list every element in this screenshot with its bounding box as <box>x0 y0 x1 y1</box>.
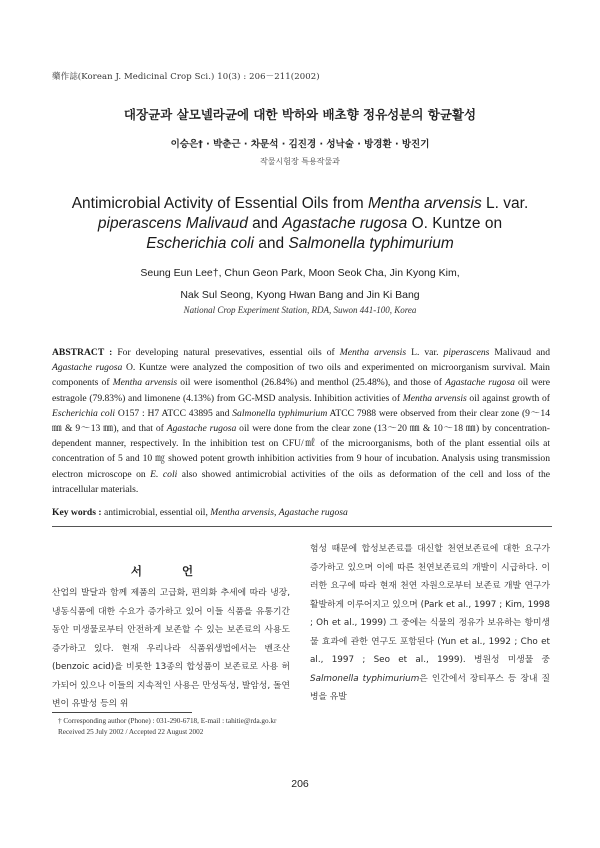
abstract-species: Escherichia coli <box>52 407 116 419</box>
title-species: Mentha arvensis <box>368 195 482 212</box>
abstract-text: oil against growth of <box>466 392 550 404</box>
abstract-text: oil were isomenthol (26.84%) and menthol (25.48%), and those of <box>177 377 446 389</box>
keywords-label: Key words : <box>52 507 102 518</box>
title-part: L. var. <box>481 195 529 212</box>
abstract-species: Salmonella typhimurium <box>232 407 328 419</box>
abstract-text: ATCC 7988 were observed from their clear zone (9～14 ㎜ & 9～13 ㎜), and that of <box>52 407 550 435</box>
english-affiliation: National Crop Experiment Station, RDA, Suwon 441-100, Korea <box>183 305 417 315</box>
keywords <box>52 507 550 518</box>
title-species: Agastache rugosa <box>282 215 408 232</box>
title-species: piperascens Malivaud <box>97 215 248 232</box>
corresponding-author: † Corresponding author (Phone) : 031-290-6718, E-mail : tahitie@rda.go.kr <box>58 717 277 725</box>
keyword-species: Agastache rugosa <box>278 507 348 518</box>
keyword-species: Mentha arvensis, <box>210 507 277 518</box>
title-species: Salmonella typhimurium <box>288 235 454 252</box>
abstract-text: O. Kuntze were analyzed the composition of two oils and experimented on microorganism survival. Main components of <box>52 362 550 389</box>
authors-line: Nak Sul Seong, Kyong Hwan Bang and Jin Ki Bang <box>180 289 420 301</box>
abstract-species: Mentha arvensis <box>402 392 467 404</box>
abstract-species: Mentha arvensis <box>112 377 178 389</box>
title-part: O. Kuntze on <box>407 215 503 232</box>
page-number: 206 <box>291 778 309 790</box>
intro-text: 험성 때문에 합성보존료를 대신할 천연보존료에 대한 요구가 증가하고 있으며 이에 따른 천연보존료의 개발이 시급하다. 이러한 요구에 따라 현재 천연 자원으로부터 보존료 개발 연구가 활발하게 이루어지고 있으며 (Park et al., 1997 ; Kim, 1998 ; Oh et al., 1999) 그 중에는 식물의 정유가 보유하는 항미생물 효과에 관한 연구도 포함된다 (Yun et al., 1992 ; Cho et al., 1997 ; Seo et al., 1999). 병원성 미생물 중 <box>310 544 550 665</box>
abstract-text: also showed antimicrobial activities of the oils as deformation of the cell and loss of the intracellular materials. <box>52 468 550 495</box>
intro-text: 은 인간에서 장티푸스 등 장내 질병을 유발 <box>310 673 550 702</box>
section-divider <box>52 526 552 527</box>
received-dates: Received 25 July 2002 / Accepted 22 August 2002 <box>58 728 204 736</box>
title-species: Escherichia coli <box>146 235 254 252</box>
abstract-species: E. coli <box>150 468 178 480</box>
footnote <box>58 716 298 738</box>
abstract <box>52 345 550 497</box>
korean-authors: 이승은† · 박춘근 · 차문석 · 김진경 · 성낙술 · 방경환 · 방진기 <box>170 139 430 150</box>
abstract-text: Malivaud and <box>489 347 551 358</box>
abstract-label: ABSTRACT : <box>52 347 113 358</box>
keywords-text: antimicrobial, essential oil, <box>101 507 211 518</box>
abstract-species: Agastache rugosa <box>166 423 237 435</box>
abstract-species: piperascens <box>443 347 490 358</box>
abstract-species: Mentha arvensis <box>339 347 407 358</box>
journal-citation: 藥作誌(Korean J. Medicinal Crop Sci.) 10(3) : 206－211(2002) <box>52 72 320 82</box>
abstract-text: O157 : H7 ATCC 43895 and <box>115 407 233 419</box>
title-part: and <box>253 235 289 252</box>
intro-right-column <box>310 540 550 707</box>
english-authors <box>60 262 540 306</box>
abstract-text: oil were estragole (79.83%) and limonene (4.13%) from GC-MSD analysis. Inhibition activities of <box>52 377 550 404</box>
title-part: and <box>247 215 283 232</box>
abstract-text: For developing natural presevatives, essential oils of <box>112 347 340 358</box>
abstract-species: Agastache rugosa <box>445 377 515 389</box>
abstract-text: oil were done from the clear zone (13～20 ㎜ & 10～18 ㎜) by concentration-dependent manner, respectively. In the inhibition test on CFU/㎖ of the microorganisms, both of the plant essential oils at concentration of 5 and 10 ㎎ showed potent growth inhibition activities from 9 hour of incubation. Analysis using transmission electron microscope on <box>52 423 550 480</box>
footnote-divider <box>52 712 192 713</box>
abstract-text: L. var. <box>406 347 444 358</box>
abstract-species: Agastache rugosa <box>52 362 123 374</box>
english-title <box>60 194 540 254</box>
intro-species: Salmonella typhimurium <box>310 673 420 684</box>
korean-affiliation: 작물시험장 특용작물과 <box>260 157 340 166</box>
title-part: Antimicrobial Activity of Essential Oils from <box>71 195 369 212</box>
korean-title: 대장균과 살모넬라균에 대한 박하와 배초향 정유성분의 항균활성 <box>123 107 477 122</box>
authors-line: Seung Eun Lee†, Chun Geon Park, Moon Seok Cha, Jin Kyong Kim, <box>140 267 460 279</box>
intro-left-column: 산업의 발달과 함께 제품의 고급화, 편의화 추세에 따라 냉장, 냉동식품에 대한 수요가 증가하고 있어 이들 식품을 유통기간 동안 미생물로부터 안전하게 보존할 수 있는 보존료의 사용도 증가하고 있다. 현재 우리나라 식품위생법에서는 벤조산 (benzoic acid)을 비롯한 13종의 합성품이 보존료로 사용 허가되어 있으나 이들의 지속적인 사용은 만성독성, 발암성, 돌연변이 유발성 등의 위 <box>52 588 290 709</box>
intro-heading: 서 언 <box>130 564 212 578</box>
